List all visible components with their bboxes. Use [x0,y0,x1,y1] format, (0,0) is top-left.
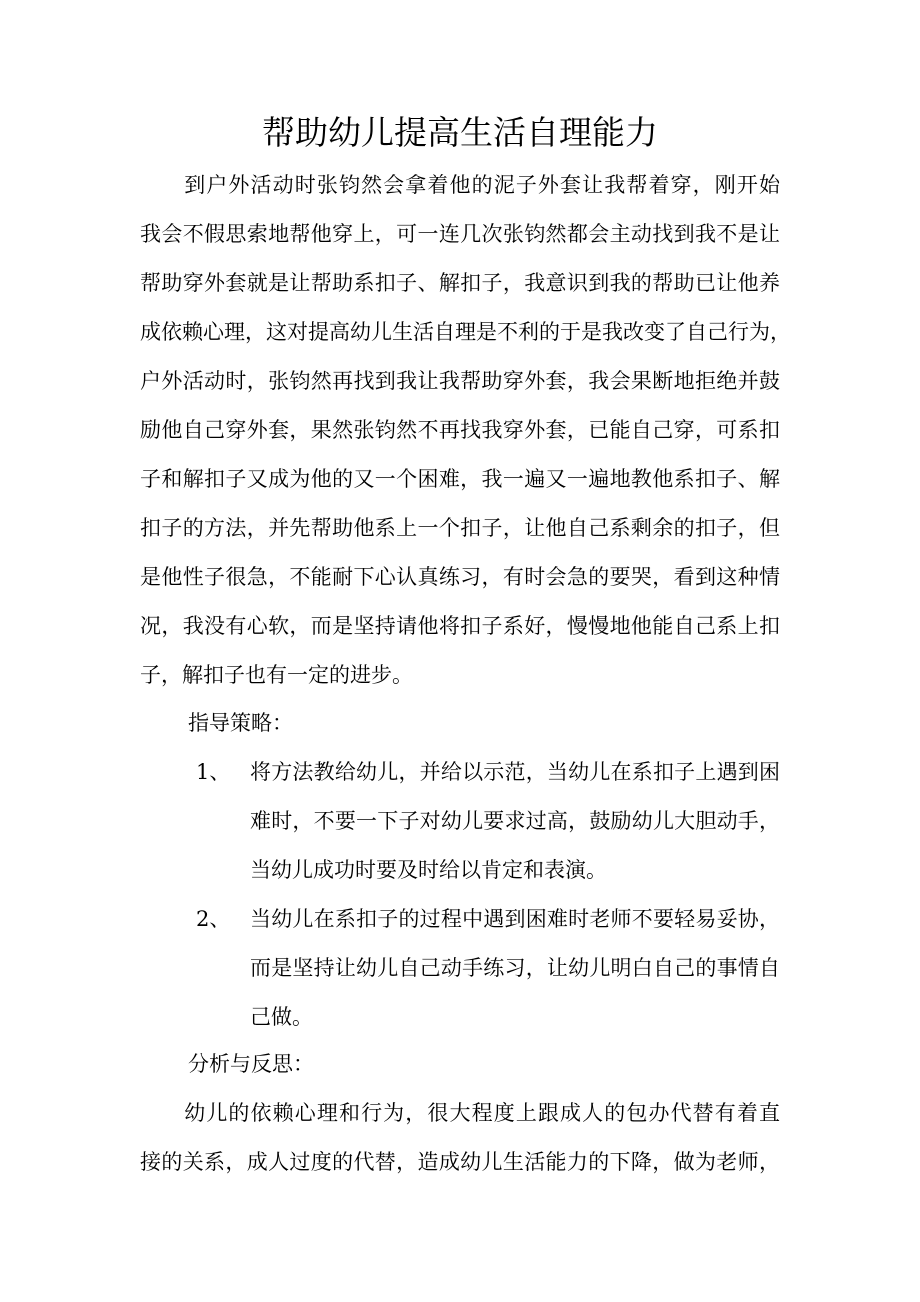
story-line: 户外活动时，张钧然再找到我让我帮助穿外套，我会果断地拒绝并鼓 [140,369,780,393]
strategy-line: 难时，不要一下子对幼儿要求过高，鼓励幼儿大胆动手， [250,809,780,833]
story-line: 励他自己穿外套，果然张钧然不再找我穿外套，已能自己穿，可系扣 [140,418,780,442]
story-line: 帮助穿外套就是让帮助系扣子、解扣子，我意识到我的帮助已让他养 [140,271,780,295]
strategy-line: 而是坚持让幼儿自己动手练习，让幼儿明白自己的事情自 [250,956,780,980]
story-line: 扣子的方法，并先帮助他系上一个扣子，让他自己系剩余的扣子，但 [140,516,780,540]
story-line: 子，解扣子也有一定的进步。 [140,663,413,687]
strategy-number: 2、 [196,907,231,931]
strategy-line: 当幼儿在系扣子的过程中遇到困难时老师不要轻易妥协， [250,907,780,931]
strategy-number: 1、 [196,760,231,784]
analysis-line: 幼儿的依赖心理和行为，很大程度上跟成人的包办代替有着直 [140,1101,780,1125]
story-line: 况，我没有心软，而是坚持请他将扣子系好，慢慢地他能自己系上扣 [140,614,780,638]
strategy-heading: 指导策略： [188,711,293,735]
story-line: 是他性子很急，不能耐下心认真练习，有时会急的要哭，看到这种情 [140,565,780,589]
document-title: 帮助幼儿提高生活自理能力 [262,113,658,152]
story-line: 成依赖心理，这对提高幼儿生活自理是不利的于是我改变了自己行为， [140,320,791,344]
story-line: 我会不假思索地帮他穿上，可一连几次张钧然都会主动找到我不是让 [140,222,780,246]
analysis-heading: 分析与反思： [188,1052,314,1076]
strategy-line: 将方法教给幼儿，并给以示范，当幼儿在系扣子上遇到困 [250,760,780,784]
story-line: 子和解扣子又成为他的又一个困难，我一遍又一遍地教他系扣子、解 [140,467,780,491]
story-line: 到户外活动时张钧然会拿着他的泥子外套让我帮着穿，刚开始 [140,173,780,197]
strategy-line: 己做。 [250,1005,313,1029]
analysis-line: 接的关系，成人过度的代替，造成幼儿生活能力的下降，做为老师， [140,1150,780,1174]
strategy-line: 当幼儿成功时要及时给以肯定和表演。 [250,858,607,882]
